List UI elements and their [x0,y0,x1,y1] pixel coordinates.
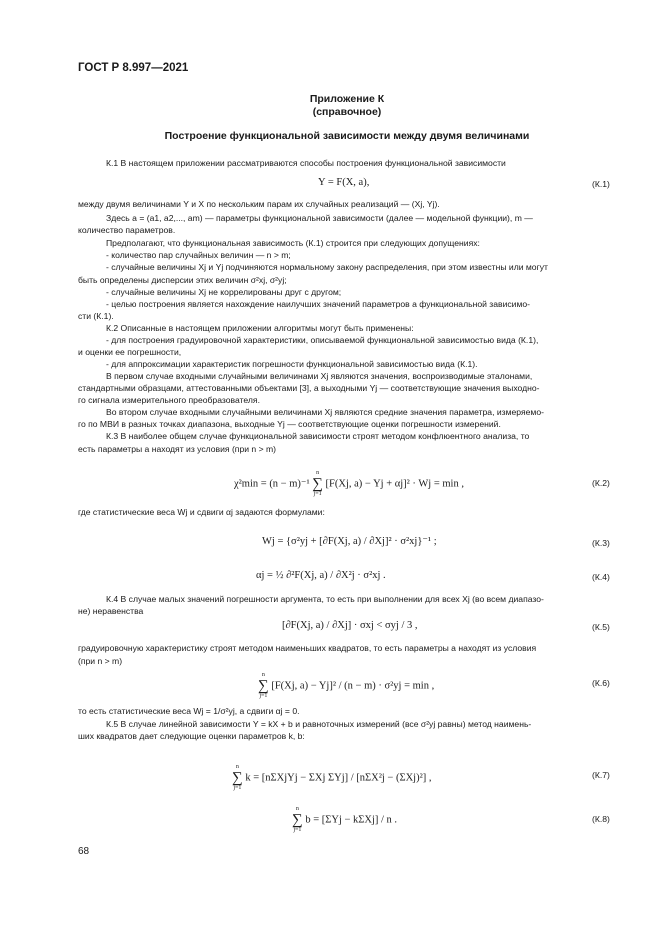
sigma-glyph: ∑ [258,678,269,694]
sum-upper: n [261,672,265,678]
text-line: быть определены дисперсии этих величин σ²xj, σ²yj; [78,275,287,285]
eq-label-k1: (К.1) [592,179,610,189]
text-line: Во втором случае входными случайными величинами Xj являются средние значения параметра, измеряемо- [106,407,544,417]
doc-code: ГОСТ Р 8.997—2021 [78,62,189,74]
text-line: сти (К.1). [78,311,114,321]
text-line: К.2 Описанные в настоящем приложении алгоритмы могут быть применены: [106,323,414,333]
text-line: между двумя величинами Y и X по нескольким парам их случайных реализаций — (Xj, Yj). [78,199,440,209]
sigma-glyph: ∑ [312,476,323,492]
sum-symbol [258,672,269,700]
sum-symbol [312,470,323,498]
eq-label-k6: (К.6) [592,678,610,688]
eq-label-k7: (К.7) [592,770,610,780]
text-line: - количество пар случайных величин — n > m; [106,250,291,260]
sum-lower: j=1 [293,827,302,833]
formula-k6-body: [F(Xj, a) − Yj]² / (n − m) · σ²yj = min , [271,680,435,692]
text-line: то есть статистические веса Wj = 1/σ²yj, а сдвиги αj = 0. [78,706,300,716]
sum-upper: n [295,806,299,812]
sum-upper: n [235,764,239,770]
text-line: где статистические веса Wj и сдвиги αj задаются формулами: [78,507,325,517]
eq-label-k4: (К.4) [592,572,610,582]
page-number: 68 [78,846,90,857]
formula-k1: Y = F(X, a), [318,177,370,188]
text-line: го сигнала измерительного преобразователя. [78,395,260,405]
eq-label-k3: (К.3) [592,538,610,548]
text-line: стандартными образцами, аттестованными объектами [3], а выходными Yj — соответствующие значения выходно- [78,383,540,393]
sum-symbol [292,806,303,834]
formula-k3: Wj = {σ²yj + [∂F(Xj, a) / ∂Xj]² · σ²xj}⁻¹ ; [262,536,437,547]
text-line: есть параметры a находят из условия (при n > m) [78,444,277,454]
text-line: К.5 В случае линейной зависимости Y = kX + b и равноточных измерений (все σ²yj равны) метод наимень- [106,719,532,729]
text-line: - случайные величины Xj не коррелированы друг с другом; [106,287,342,297]
sigma-glyph: ∑ [292,812,303,828]
text-line: К.3 В наиболее общем случае функциональной зависимости строят методом конфлюентного анализа, то [106,431,530,441]
text-line: К.4 В случае малых значений погрешности аргумента, то есть при выполнении для всех Xj (во всем диапазо- [106,594,544,604]
sum-lower: j=1 [233,785,242,791]
sum-upper: n [316,470,320,476]
formula-k7-body: k = [nΣXjYj − ΣXj ΣYj] / [nΣX²j − (ΣXj)²] , [245,772,432,784]
eq-label-k8: (К.8) [592,814,610,824]
formula-k5: [∂F(Xj, a) / ∂Xj] · σxj < σyj / 3 , [282,620,418,631]
appendix-title: Приложение К [309,93,385,105]
text-line: (при n > m) [78,656,123,666]
main-title: Построение функциональной зависимости между двумя величинами [164,130,530,142]
formula-k2 [234,470,464,498]
formula-k8 [292,806,397,834]
formula-k6 [258,672,434,700]
formula-k2-body: [F(Xj, a) − Yj + αj]² · Wj = min , [325,478,464,490]
sigma-glyph: ∑ [232,770,243,786]
text-line: го по МВИ в разных точках диапазона, выходные Yj — соответствующие оценки погрешности измерений. [78,419,501,429]
text-line: В первом случае входными случайными величинами Xj являются значения, воспроизводимые эталонами, [106,371,533,381]
text-line: Здесь a = (a1, a2,..., am) — параметры функциональной зависимости (далее — модельной функции), m — [106,213,533,223]
text-line: - для аппроксимации характеристик погрешности функциональной зависимостью вида (К.1). [106,359,478,369]
formula-k2-lhs: χ²min = (n − m)⁻¹ [234,478,310,490]
eq-label-k2: (К.2) [592,478,610,488]
appendix-subtitle: (справочное) [312,106,382,118]
formula-k4: αj = ½ ∂²F(Xj, a) / ∂X²j · σ²xj . [256,570,386,581]
text-line: ших квадратов дает следующие оценки параметров k, b: [78,731,305,741]
text-line: и оценки ее погрешности, [78,347,182,357]
text-line: - целью построения является нахождение наилучших значений параметров a функциональной зависимо- [106,299,531,309]
text-line: количество параметров. [78,225,176,235]
text-line: Предполагают, что функциональная зависимость (К.1) строится при следующих допущениях: [106,238,480,248]
appendix-heading [78,93,616,119]
text-line: градуировочную характеристику строят методом наименьших квадратов, то есть параметры a находят из условия [78,643,537,653]
formula-k7 [232,764,431,792]
text-line: - случайные величины Xj и Yj подчиняются нормальному закону распределения, при этом известны или могут [106,262,548,272]
text-line: К.1 В настоящем приложении рассматриваются способы построения функциональной зависимости [106,158,506,168]
sum-lower: j=1 [313,491,322,497]
text-line: - для построения градуировочной характеристики, описываемой функциональной зависимостью вида (К.1), [106,335,539,345]
sum-symbol [232,764,243,792]
sum-lower: j=1 [259,693,268,699]
text-line: не) неравенства [78,606,144,616]
eq-label-k5: (К.5) [592,622,610,632]
formula-k8-body: b = [ΣYj − kΣXj] / n . [305,814,398,826]
